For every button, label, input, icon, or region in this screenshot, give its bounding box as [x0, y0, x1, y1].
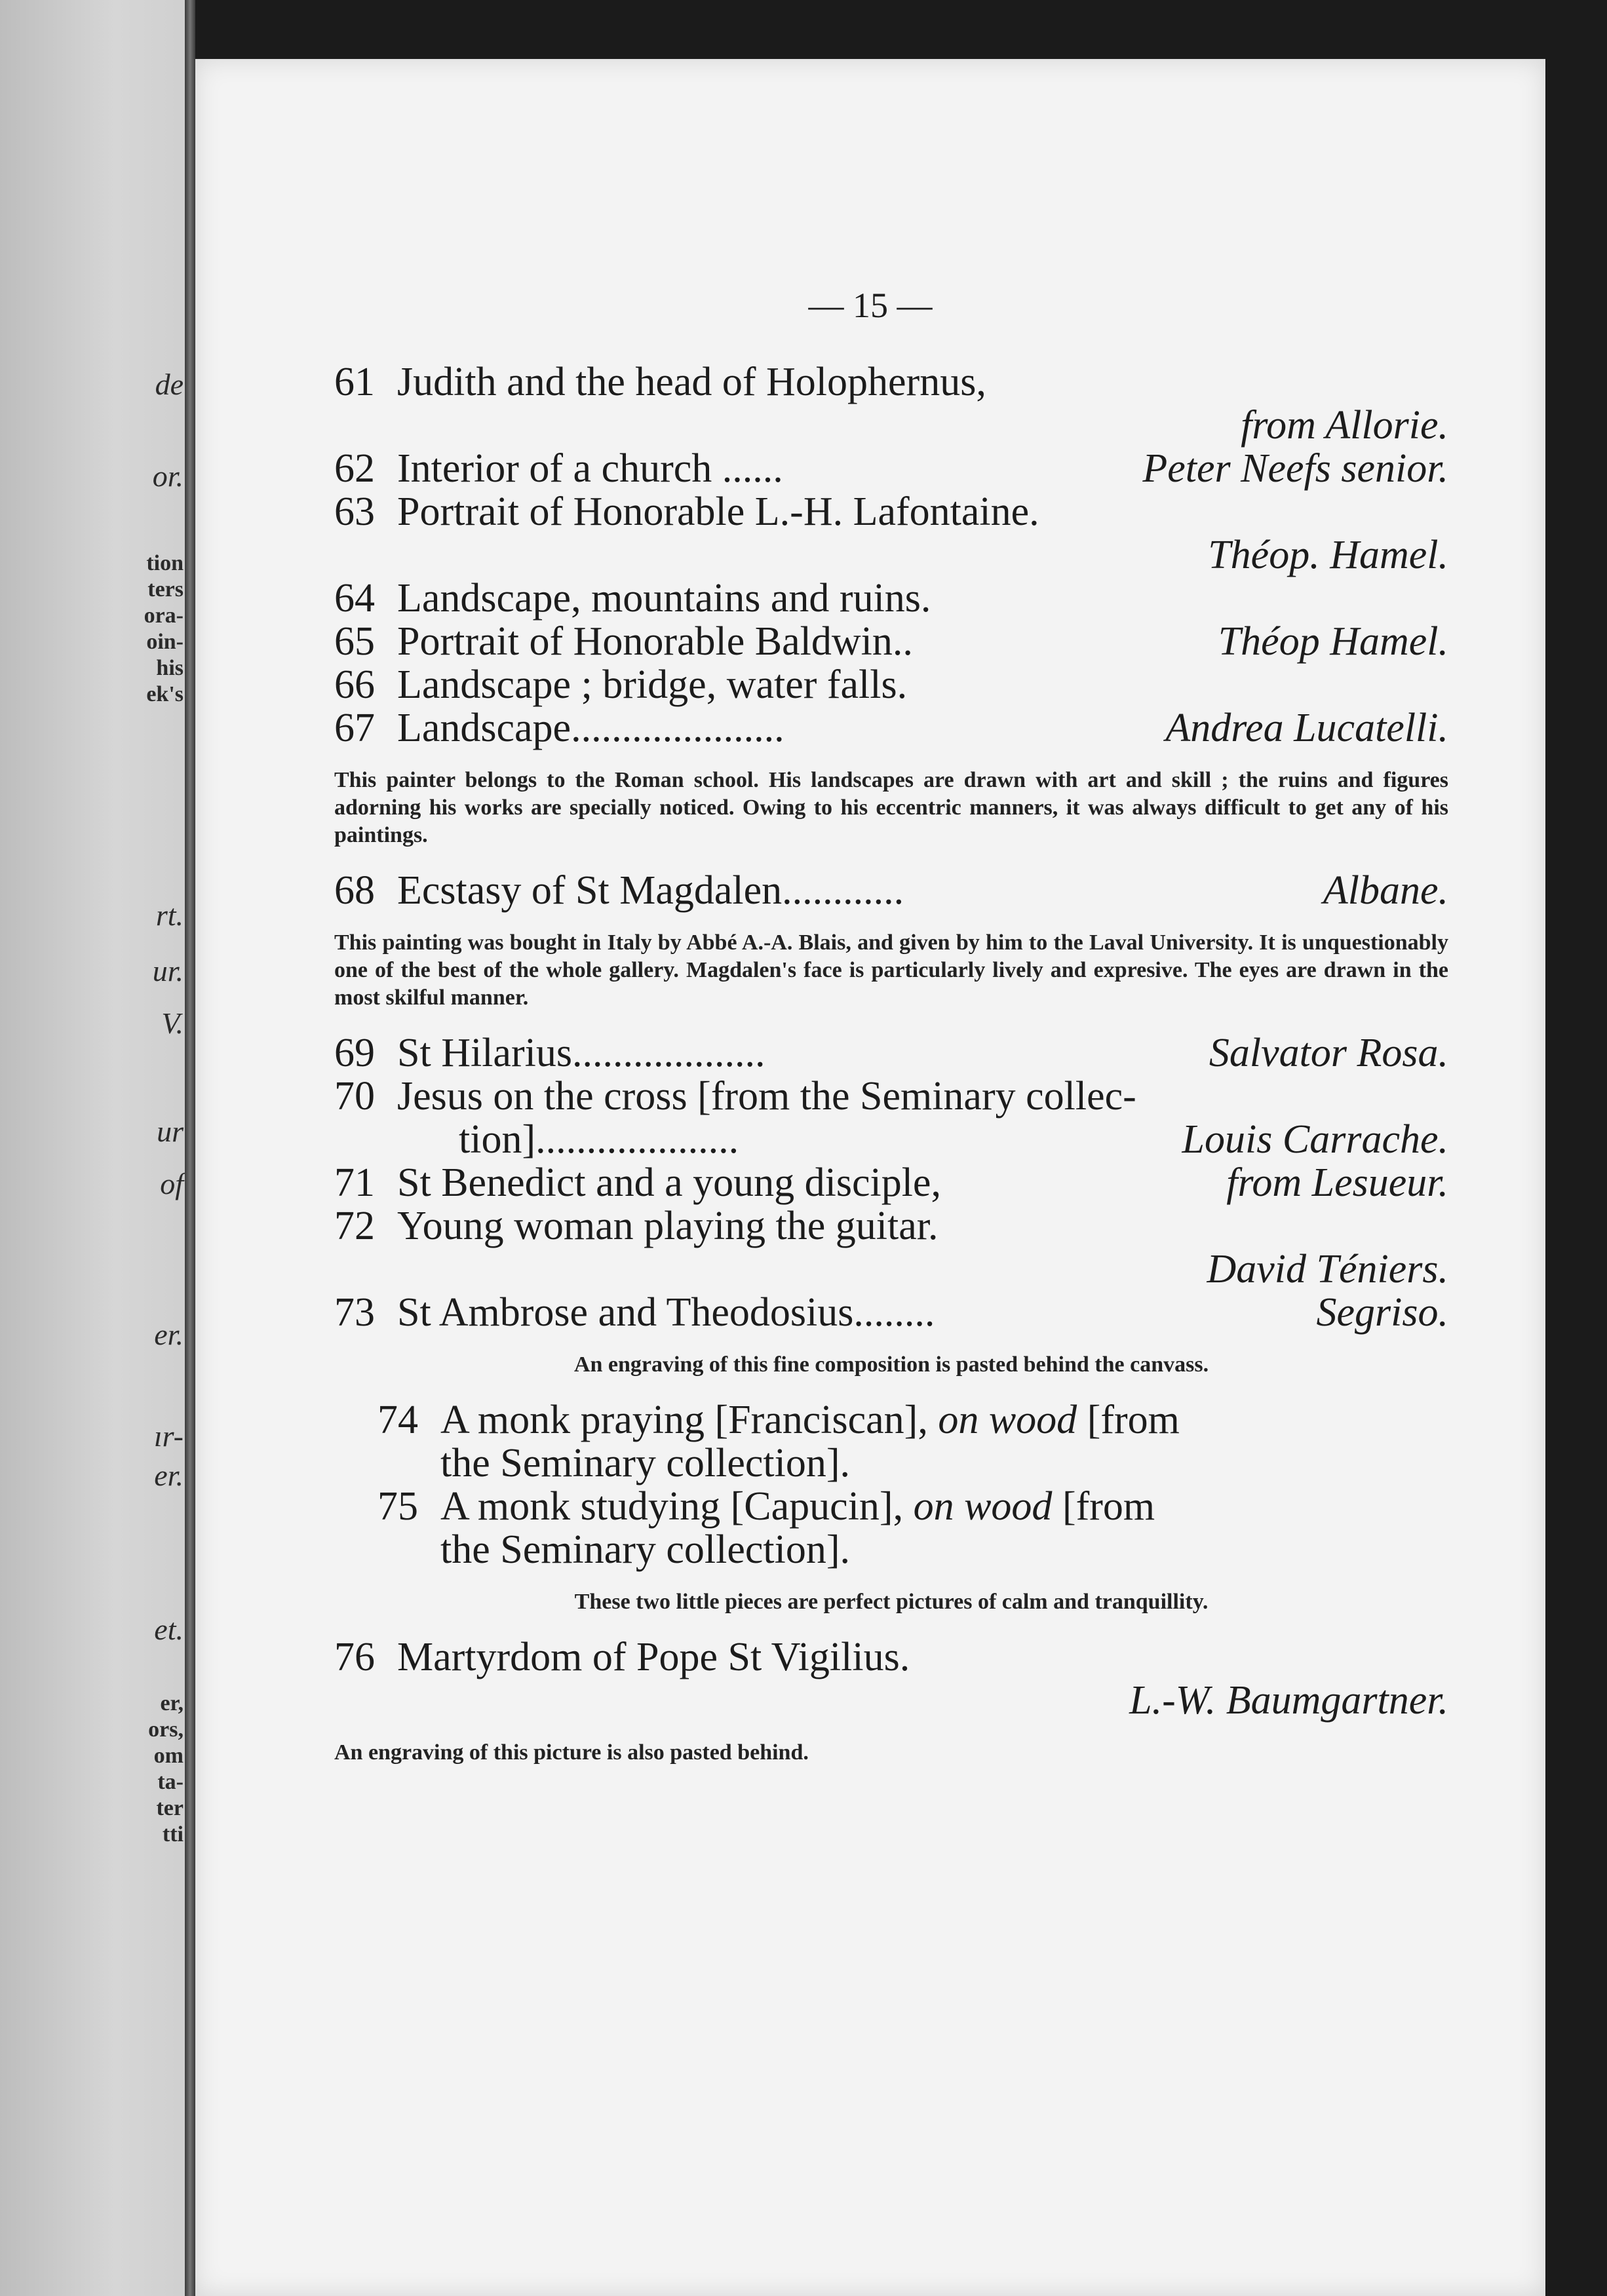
entry-title: Portrait of Honorable Baldwin..: [397, 619, 913, 664]
left-page-fragment: V.: [161, 1006, 184, 1040]
catalogue-entry-65: [334, 620, 1448, 663]
entry-medium: on wood: [913, 1484, 1053, 1529]
catalogue-entry-73: [334, 1291, 1448, 1334]
left-page-text-block: tion ters ora- oin- his ek's: [144, 551, 184, 706]
page-number: — 15 —: [808, 286, 933, 325]
entry-title: St Ambrose and Theodosius........: [397, 1290, 935, 1335]
entry-number: 72: [334, 1204, 375, 1248]
left-page-fragment: ur.: [152, 954, 184, 987]
entry-number: 66: [334, 662, 375, 707]
entry-number: 67: [334, 706, 375, 750]
left-page-fragment: ır-: [153, 1419, 184, 1453]
left-page-fragment: of: [160, 1167, 184, 1200]
entry-artist: David Téniers.: [1207, 1247, 1448, 1292]
catalogue-entry-76: [334, 1636, 1448, 1722]
entry-title: Landscape ; bridge, water falls.: [397, 662, 908, 707]
entry-artist: Louis Carrache.: [1182, 1117, 1448, 1162]
catalogue-entry-69: [334, 1031, 1448, 1075]
entry-artist: Théop. Hamel.: [1208, 533, 1448, 577]
entry-title: Young woman playing the guitar.: [397, 1204, 939, 1248]
entry-title-end: [from: [1052, 1484, 1155, 1529]
entry-number: 70: [334, 1074, 375, 1119]
left-page-fragment: er.: [154, 1318, 184, 1351]
catalogue-entry-63: [334, 490, 1448, 577]
left-page-fragment: de: [155, 368, 184, 401]
entry-title: Portrait of Honorable L.-H. Lafontaine.: [397, 489, 1039, 534]
left-page-text-block: er, ors, om ta- ter tti: [148, 1691, 184, 1846]
entry-artist: Albane.: [1323, 868, 1448, 913]
page: [195, 59, 1545, 2296]
entry-title: Jesus on the cross [from the Seminary collec-: [397, 1074, 1136, 1119]
entry-number: 62: [334, 446, 375, 491]
entry-artist: Segriso.: [1316, 1290, 1448, 1335]
entry-number: 69: [334, 1031, 375, 1075]
catalogue-entry-70: [334, 1075, 1448, 1161]
catalogue-entry-72: [334, 1204, 1448, 1291]
left-page-fragment: er.: [154, 1459, 184, 1492]
entry-title: St Benedict and a young disciple,: [397, 1160, 941, 1205]
left-page-fragment: rt.: [155, 898, 184, 932]
entry-note: This painter belongs to the Roman school. His landscapes are drawn with art and skill ; the ruins and figures adorning his works are specially noticed. Owing to his eccentric manners, it was always difficult to get any of his paintings.: [334, 768, 1448, 847]
entry-artist: L.-W. Baumgartner.: [1129, 1678, 1448, 1723]
entry-title: Ecstasy of St Magdalen............: [397, 868, 904, 913]
entry-number: 64: [334, 576, 375, 621]
entry-artist: Andrea Lucatelli.: [1165, 706, 1448, 750]
catalogue-entry-68: [334, 869, 1448, 912]
entry-number: 71: [334, 1160, 375, 1205]
entry-number: 68: [334, 868, 375, 913]
catalogue-entry-67: [334, 706, 1448, 750]
entry-number: 61: [334, 360, 375, 404]
left-page-edge: [0, 0, 191, 2296]
entry-title: Landscape, mountains and ruins.: [397, 576, 931, 621]
catalogue-entry-74: [334, 1398, 1448, 1485]
entry-artist: Peter Neefs senior.: [1142, 446, 1448, 491]
entry-title-end: [from: [1077, 1398, 1180, 1442]
entry-note: An engraving of this picture is also pasted behind.: [334, 1740, 809, 1765]
entry-artist: from Lesueur.: [1226, 1160, 1448, 1205]
entry-note: An engraving of this fine composition is pasted behind the canvass.: [573, 1352, 1209, 1377]
entry-medium: on wood: [938, 1398, 1077, 1442]
entry-title: Landscape.....................: [397, 706, 784, 750]
entry-artist: from Allorie.: [1241, 403, 1448, 448]
entry-number: 76: [334, 1635, 375, 1679]
left-page-fragment: ur: [157, 1115, 184, 1148]
entry-title: St Hilarius...................: [397, 1031, 765, 1075]
entry-number: 63: [334, 489, 375, 534]
entry-title-continued: the Seminary collection].: [440, 1527, 850, 1572]
entry-note: This painting was bought in Italy by Abbé A.-A. Blais, and given by him to the Laval University. It is unquestionably one of the best of the whole gallery. Magdalen's face is particularly lively and expresive. The eyes are drawn in the most skilful manner.: [334, 930, 1448, 1010]
entry-number: 75: [378, 1484, 418, 1529]
entry-title: Interior of a church ......: [397, 446, 783, 491]
left-page-fragment: or.: [152, 459, 184, 493]
entry-number: 74: [378, 1398, 418, 1442]
entry-title: A monk studying [Capucin],: [440, 1484, 914, 1529]
entry-artist: Salvator Rosa.: [1209, 1031, 1448, 1075]
catalogue-entry-75: [334, 1485, 1448, 1571]
entry-number: 65: [334, 619, 375, 664]
catalogue-entry-61: [334, 360, 1448, 447]
entry-title-continued: tion]....................: [459, 1117, 739, 1162]
entry-title-continued: the Seminary collection].: [440, 1441, 850, 1485]
catalogue-entries: [334, 360, 1448, 1786]
catalogue-entry-62: [334, 447, 1448, 490]
entry-number: 73: [334, 1290, 375, 1335]
catalogue-entry-64: [334, 577, 1448, 620]
entry-artist: Théop Hamel.: [1218, 619, 1448, 664]
book-gutter: [185, 0, 195, 2296]
left-page-fragment: et.: [154, 1613, 184, 1646]
catalogue-entry-66: [334, 663, 1448, 706]
entry-note: These two little pieces are perfect pictures of calm and tranquillity.: [574, 1590, 1209, 1614]
entry-title: A monk praying [Franciscan],: [440, 1398, 939, 1442]
entry-title: Martyrdom of Pope St Vigilius.: [397, 1635, 910, 1679]
entry-title: Judith and the head of Holophernus,: [397, 360, 986, 404]
catalogue-entry-71: [334, 1161, 1448, 1204]
